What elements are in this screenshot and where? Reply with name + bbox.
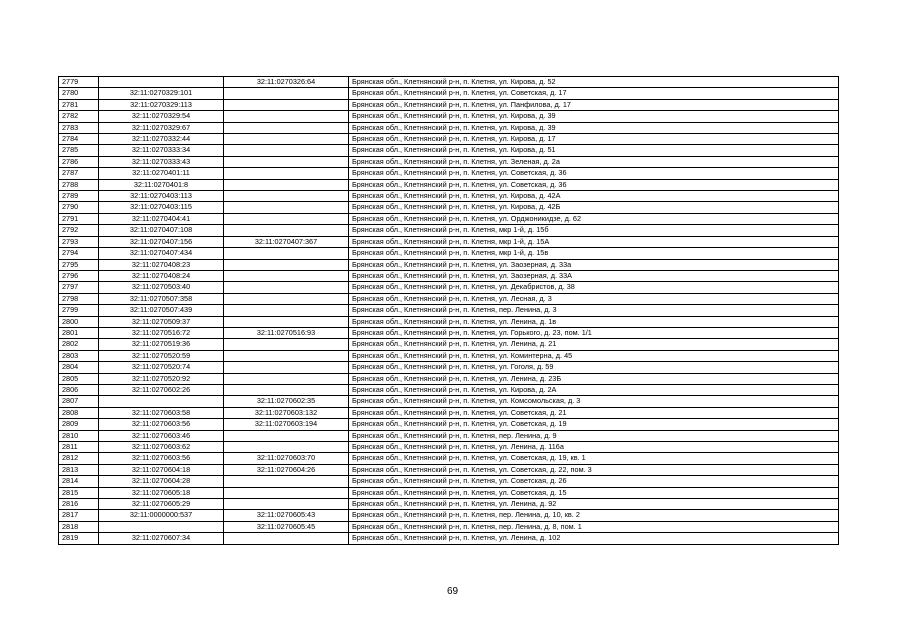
building-cadastral-number-cell: 32:11:0270605:45	[224, 521, 349, 532]
land-cadastral-number-cell: 32:11:0270607:34	[99, 533, 224, 544]
row-number-cell: 2796	[59, 270, 99, 281]
address-cell: Брянская обл., Клетнянский р-н, п. Клетня, ул. Советская, д. 17	[349, 88, 839, 99]
table-row	[59, 419, 839, 430]
land-cadastral-number-cell: 32:11:0270403:113	[99, 191, 224, 202]
table-row	[59, 293, 839, 304]
address-cell: Брянская обл., Клетнянский р-н, п. Клетня, ул. Советская, д. 19	[349, 419, 839, 430]
building-cadastral-number-cell	[224, 122, 349, 133]
address-cell: Брянская обл., Клетнянский р-н, п. Клетня, ул. Ленина, д. 23Б	[349, 373, 839, 384]
row-number-cell: 2797	[59, 282, 99, 293]
land-cadastral-number-cell: 32:11:0270329:113	[99, 99, 224, 110]
table-row	[59, 510, 839, 521]
address-cell: Брянская обл., Клетнянский р-н, п. Клетня, пер. Ленина, д. 8, пом. 1	[349, 521, 839, 532]
row-number-cell: 2800	[59, 316, 99, 327]
land-cadastral-number-cell: 32:11:0270605:29	[99, 499, 224, 510]
land-cadastral-number-cell: 32:11:0270516:72	[99, 327, 224, 338]
row-number-cell: 2802	[59, 339, 99, 350]
table-row	[59, 521, 839, 532]
land-cadastral-number-cell: 32:11:0270401:8	[99, 179, 224, 190]
address-cell: Брянская обл., Клетнянский р-н, п. Клетня, ул. Гоголя, д. 59	[349, 362, 839, 373]
row-number-cell: 2810	[59, 430, 99, 441]
land-cadastral-number-cell: 32:11:0270404:41	[99, 213, 224, 224]
land-cadastral-number-cell: 32:11:0000000:537	[99, 510, 224, 521]
building-cadastral-number-cell	[224, 168, 349, 179]
building-cadastral-number-cell	[224, 476, 349, 487]
table-row	[59, 122, 839, 133]
table-row	[59, 145, 839, 156]
building-cadastral-number-cell	[224, 293, 349, 304]
row-number-cell: 2819	[59, 533, 99, 544]
row-number-cell: 2804	[59, 362, 99, 373]
building-cadastral-number-cell	[224, 430, 349, 441]
table-row	[59, 316, 839, 327]
row-number-cell: 2795	[59, 259, 99, 270]
building-cadastral-number-cell	[224, 111, 349, 122]
table-row	[59, 499, 839, 510]
table-row	[59, 248, 839, 259]
land-cadastral-number-cell	[99, 77, 224, 88]
address-cell: Брянская обл., Клетнянский р-н, п. Клетня, ул. Лесная, д. 3	[349, 293, 839, 304]
row-number-cell: 2794	[59, 248, 99, 259]
table-row	[59, 202, 839, 213]
table-row	[59, 339, 839, 350]
table-row	[59, 111, 839, 122]
building-cadastral-number-cell	[224, 248, 349, 259]
land-cadastral-number-cell: 32:11:0270603:56	[99, 419, 224, 430]
address-cell: Брянская обл., Клетнянский р-н, п. Клетня, пер. Ленина, д. 10, кв. 2	[349, 510, 839, 521]
row-number-cell: 2780	[59, 88, 99, 99]
row-number-cell: 2807	[59, 396, 99, 407]
table-row	[59, 327, 839, 338]
row-number-cell: 2809	[59, 419, 99, 430]
address-cell: Брянская обл., Клетнянский р-н, п. Клетня, ул. Кирова, д. 2А	[349, 384, 839, 395]
row-number-cell: 2793	[59, 236, 99, 247]
land-cadastral-number-cell: 32:11:0270519:36	[99, 339, 224, 350]
address-cell: Брянская обл., Клетнянский р-н, п. Клетня, ул. Кирова, д. 39	[349, 111, 839, 122]
table-row	[59, 396, 839, 407]
building-cadastral-number-cell: 32:11:0270516:93	[224, 327, 349, 338]
row-number-cell: 2783	[59, 122, 99, 133]
land-cadastral-number-cell: 32:11:0270602:26	[99, 384, 224, 395]
address-cell: Брянская обл., Клетнянский р-н, п. Клетня, пер. Ленина, д. 3	[349, 305, 839, 316]
building-cadastral-number-cell	[224, 179, 349, 190]
land-cadastral-number-cell: 32:11:0270407:156	[99, 236, 224, 247]
table-row	[59, 156, 839, 167]
building-cadastral-number-cell	[224, 499, 349, 510]
address-cell: Брянская обл., Клетнянский р-н, п. Клетня, ул. Советская, д. 15	[349, 487, 839, 498]
land-cadastral-number-cell: 32:11:0270603:56	[99, 453, 224, 464]
building-cadastral-number-cell	[224, 270, 349, 281]
table-row	[59, 77, 839, 88]
row-number-cell: 2784	[59, 134, 99, 145]
row-number-cell: 2801	[59, 327, 99, 338]
building-cadastral-number-cell: 32:11:0270603:70	[224, 453, 349, 464]
land-cadastral-number-cell: 32:11:0270603:58	[99, 407, 224, 418]
land-cadastral-number-cell: 32:11:0270401:11	[99, 168, 224, 179]
land-cadastral-number-cell: 32:11:0270509:37	[99, 316, 224, 327]
building-cadastral-number-cell	[224, 225, 349, 236]
building-cadastral-number-cell	[224, 213, 349, 224]
table-row	[59, 487, 839, 498]
row-number-cell: 2791	[59, 213, 99, 224]
land-cadastral-number-cell: 32:11:0270403:115	[99, 202, 224, 213]
building-cadastral-number-cell	[224, 384, 349, 395]
land-cadastral-number-cell: 32:11:0270407:434	[99, 248, 224, 259]
table-row	[59, 282, 839, 293]
row-number-cell: 2806	[59, 384, 99, 395]
table-row	[59, 350, 839, 361]
building-cadastral-number-cell	[224, 282, 349, 293]
land-cadastral-number-cell: 32:11:0270605:18	[99, 487, 224, 498]
address-cell: Брянская обл., Клетнянский р-н, п. Клетня, ул. Декабристов, д. 38	[349, 282, 839, 293]
row-number-cell: 2790	[59, 202, 99, 213]
building-cadastral-number-cell	[224, 134, 349, 145]
page-number: 69	[446, 586, 459, 597]
address-cell: Брянская обл., Клетнянский р-н, п. Клетня, ул. Кирова, д. 39	[349, 122, 839, 133]
table-row	[59, 476, 839, 487]
building-cadastral-number-cell	[224, 442, 349, 453]
address-cell: Брянская обл., Клетнянский р-н, п. Клетня, ул. Ленина, д. 21	[349, 339, 839, 350]
table-row	[59, 134, 839, 145]
row-number-cell: 2781	[59, 99, 99, 110]
address-cell: Брянская обл., Клетнянский р-н, п. Клетня, ул. Зеленая, д. 2а	[349, 156, 839, 167]
address-cell: Брянская обл., Клетнянский р-н, п. Клетня, ул. Советская, д. 26	[349, 476, 839, 487]
address-cell: Брянская обл., Клетнянский р-н, п. Клетня, ул. Ленина, д. 1в	[349, 316, 839, 327]
building-cadastral-number-cell	[224, 191, 349, 202]
row-number-cell: 2798	[59, 293, 99, 304]
land-cadastral-number-cell: 32:11:0270407:108	[99, 225, 224, 236]
building-cadastral-number-cell	[224, 145, 349, 156]
row-number-cell: 2815	[59, 487, 99, 498]
building-cadastral-number-cell	[224, 156, 349, 167]
building-cadastral-number-cell	[224, 487, 349, 498]
row-number-cell: 2787	[59, 168, 99, 179]
registry-table	[58, 76, 839, 545]
row-number-cell: 2818	[59, 521, 99, 532]
building-cadastral-number-cell: 32:11:0270604:26	[224, 464, 349, 475]
land-cadastral-number-cell: 32:11:0270408:23	[99, 259, 224, 270]
address-cell: Брянская обл., Клетнянский р-н, п. Клетня, ул. Кирова, д. 17	[349, 134, 839, 145]
row-number-cell: 2788	[59, 179, 99, 190]
address-cell: Брянская обл., Клетнянский р-н, п. Клетня, ул. Комсомольская, д. 3	[349, 396, 839, 407]
table-row	[59, 168, 839, 179]
building-cadastral-number-cell: 32:11:0270605:43	[224, 510, 349, 521]
row-number-cell: 2803	[59, 350, 99, 361]
address-cell: Брянская обл., Клетнянский р-н, п. Клетня, мкр 1-й, д. 15б	[349, 225, 839, 236]
table-row	[59, 191, 839, 202]
building-cadastral-number-cell	[224, 362, 349, 373]
row-number-cell: 2805	[59, 373, 99, 384]
address-cell: Брянская обл., Клетнянский р-н, п. Клетня, ул. Ленина, д. 92	[349, 499, 839, 510]
row-number-cell: 2789	[59, 191, 99, 202]
address-cell: Брянская обл., Клетнянский р-н, п. Клетня, ул. Советская, д. 21	[349, 407, 839, 418]
land-cadastral-number-cell: 32:11:0270329:67	[99, 122, 224, 133]
land-cadastral-number-cell: 32:11:0270333:34	[99, 145, 224, 156]
address-cell: Брянская обл., Клетнянский р-н, п. Клетня, ул. Советская, д. 36	[349, 179, 839, 190]
land-cadastral-number-cell: 32:11:0270503:40	[99, 282, 224, 293]
address-cell: Брянская обл., Клетнянский р-н, п. Клетня, ул. Коминтерна, д. 45	[349, 350, 839, 361]
building-cadastral-number-cell	[224, 533, 349, 544]
building-cadastral-number-cell: 32:11:0270603:132	[224, 407, 349, 418]
row-number-cell: 2816	[59, 499, 99, 510]
row-number-cell: 2792	[59, 225, 99, 236]
building-cadastral-number-cell	[224, 339, 349, 350]
address-cell: Брянская обл., Клетнянский р-н, п. Клетня, ул. Советская, д. 22, пом. 3	[349, 464, 839, 475]
building-cadastral-number-cell	[224, 316, 349, 327]
building-cadastral-number-cell: 32:11:0270602:35	[224, 396, 349, 407]
land-cadastral-number-cell: 32:11:0270408:24	[99, 270, 224, 281]
address-cell: Брянская обл., Клетнянский р-н, п. Клетня, ул. Ленина, д. 116а	[349, 442, 839, 453]
table-row	[59, 99, 839, 110]
building-cadastral-number-cell: 32:11:0270603:194	[224, 419, 349, 430]
table-row	[59, 442, 839, 453]
table-row	[59, 453, 839, 464]
table-row	[59, 270, 839, 281]
building-cadastral-number-cell	[224, 373, 349, 384]
land-cadastral-number-cell: 32:11:0270333:43	[99, 156, 224, 167]
address-cell: Брянская обл., Клетнянский р-н, п. Клетня, ул. Заозерная, д. 33А	[349, 270, 839, 281]
table-row	[59, 259, 839, 270]
land-cadastral-number-cell	[99, 396, 224, 407]
table-row	[59, 179, 839, 190]
building-cadastral-number-cell	[224, 202, 349, 213]
land-cadastral-number-cell: 32:11:0270603:46	[99, 430, 224, 441]
land-cadastral-number-cell: 32:11:0270604:18	[99, 464, 224, 475]
building-cadastral-number-cell: 32:11:0270407:367	[224, 236, 349, 247]
address-cell: Брянская обл., Клетнянский р-н, п. Клетня, ул. Ленина, д. 102	[349, 533, 839, 544]
row-number-cell: 2799	[59, 305, 99, 316]
land-cadastral-number-cell: 32:11:0270520:74	[99, 362, 224, 373]
table-row	[59, 213, 839, 224]
land-cadastral-number-cell: 32:11:0270329:54	[99, 111, 224, 122]
address-cell: Брянская обл., Клетнянский р-н, п. Клетня, мкр 1-й, д. 15в	[349, 248, 839, 259]
land-cadastral-number-cell: 32:11:0270520:92	[99, 373, 224, 384]
address-cell: Брянская обл., Клетнянский р-н, п. Клетня, ул. Заозерная, д. 33а	[349, 259, 839, 270]
row-number-cell: 2785	[59, 145, 99, 156]
table-row	[59, 236, 839, 247]
row-number-cell: 2812	[59, 453, 99, 464]
building-cadastral-number-cell	[224, 88, 349, 99]
row-number-cell: 2779	[59, 77, 99, 88]
row-number-cell: 2811	[59, 442, 99, 453]
table-row	[59, 88, 839, 99]
building-cadastral-number-cell	[224, 305, 349, 316]
table-row	[59, 384, 839, 395]
building-cadastral-number-cell	[224, 350, 349, 361]
table-row	[59, 407, 839, 418]
table-row	[59, 362, 839, 373]
address-cell: Брянская обл., Клетнянский р-н, п. Клетня, ул. Кирова, д. 51	[349, 145, 839, 156]
row-number-cell: 2782	[59, 111, 99, 122]
address-cell: Брянская обл., Клетнянский р-н, п. Клетня, пер. Ленина, д. 9	[349, 430, 839, 441]
address-cell: Брянская обл., Клетнянский р-н, п. Клетня, ул. Советская, д. 36	[349, 168, 839, 179]
table-row	[59, 373, 839, 384]
address-cell: Брянская обл., Клетнянский р-н, п. Клетня, ул. Панфилова, д. 17	[349, 99, 839, 110]
building-cadastral-number-cell: 32:11:0270326:64	[224, 77, 349, 88]
address-cell: Брянская обл., Клетнянский р-н, п. Клетня, ул. Кирова, д. 42А	[349, 191, 839, 202]
address-cell: Брянская обл., Клетнянский р-н, п. Клетня, ул. Кирова, д. 42Б	[349, 202, 839, 213]
land-cadastral-number-cell: 32:11:0270603:62	[99, 442, 224, 453]
land-cadastral-number-cell: 32:11:0270604:28	[99, 476, 224, 487]
row-number-cell: 2813	[59, 464, 99, 475]
table-row	[59, 464, 839, 475]
address-cell: Брянская обл., Клетнянский р-н, п. Клетня, мкр 1-й, д. 15А	[349, 236, 839, 247]
table-row	[59, 533, 839, 544]
row-number-cell: 2814	[59, 476, 99, 487]
land-cadastral-number-cell: 32:11:0270520:59	[99, 350, 224, 361]
land-cadastral-number-cell	[99, 521, 224, 532]
building-cadastral-number-cell	[224, 259, 349, 270]
building-cadastral-number-cell	[224, 99, 349, 110]
address-cell: Брянская обл., Клетнянский р-н, п. Клетня, ул. Советская, д. 19, кв. 1	[349, 453, 839, 464]
land-cadastral-number-cell: 32:11:0270329:101	[99, 88, 224, 99]
land-cadastral-number-cell: 32:11:0270332:44	[99, 134, 224, 145]
address-cell: Брянская обл., Клетнянский р-н, п. Клетня, ул. Орджоникидзе, д. 62	[349, 213, 839, 224]
table-row	[59, 305, 839, 316]
land-cadastral-number-cell: 32:11:0270507:358	[99, 293, 224, 304]
row-number-cell: 2817	[59, 510, 99, 521]
table-row	[59, 430, 839, 441]
row-number-cell: 2808	[59, 407, 99, 418]
address-cell: Брянская обл., Клетнянский р-н, п. Клетня, ул. Горького, д. 23, пом. 1/1	[349, 327, 839, 338]
address-cell: Брянская обл., Клетнянский р-н, п. Клетня, ул. Кирова, д. 52	[349, 77, 839, 88]
row-number-cell: 2786	[59, 156, 99, 167]
table-row	[59, 225, 839, 236]
registry-table-body	[59, 77, 839, 545]
land-cadastral-number-cell: 32:11:0270507:439	[99, 305, 224, 316]
